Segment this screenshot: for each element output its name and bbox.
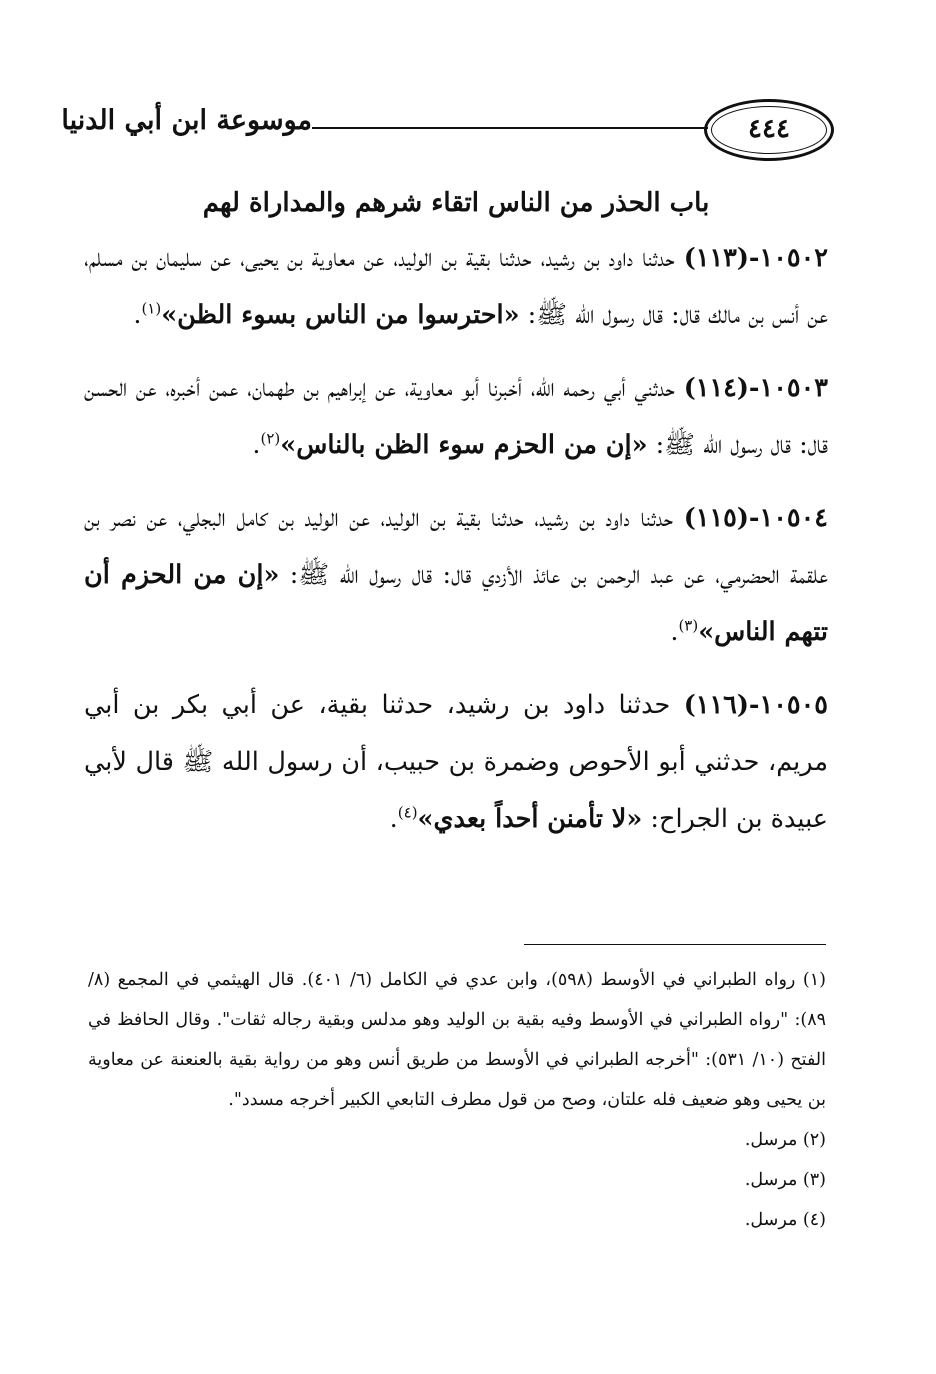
- footnote: (١) رواه الطبراني في الأوسط (٥٩٨)، وابن عدي في الكامل (٦/ ٤٠١). قال الهيثمي في المجمع (٨/ ٨٩): "رواه الطبراني في الأوسط وفيه بقية بن الوليد وهو مدلس وبقية رجاله ثقات". وقال الحافظ في الفتح (١٠/ ٥٣١): "أخرجه الطبراني في الأوسط من طريق أنس وهو من رواية بقية بالعنعنة عن معاوية بن يحيى وهو ضعيف فله علتان، وصح من قول مطرف التابعي الكبير أخرجه مسدد".: [88, 970, 826, 1110]
- hadith-text: حدثنا داود بن رشيد، حدثنا بقية بن الوليد، عن الوليد بن كامل البجلي، عن نصر بن علقمة الحضرمي، عن عبد الرحمن بن عائذ الأزدي قال: قال رسول الله ﷺ:: [84, 503, 829, 590]
- page-number: ٤٤٤: [748, 114, 790, 144]
- hadith-text: حدثني أبي رحمه الله، أخبرنا أبو معاوية، عن إبراهيم بن طهمان، عمن أخبره، عن الحسن قال: قال رسول الله ﷺ:: [84, 373, 828, 460]
- hadith-number: ١٠٥٠٣-(١١٤): [683, 373, 828, 403]
- hadith-paragraph: [84, 360, 828, 474]
- hadith-end: .: [133, 300, 142, 330]
- hadith-number: ١٠٥٠٢-(١١٣): [683, 243, 828, 273]
- footnote-ref: (٤): [397, 803, 418, 822]
- footnote-ref: (٢): [260, 429, 281, 448]
- hadith-paragraph: [84, 677, 828, 848]
- hadith-number: ١٠٥٠٥-(١١٦): [683, 690, 828, 720]
- hadith-quote: «احترسوا من الناس بسوء الظن»: [161, 300, 520, 330]
- hadith-end: .: [252, 430, 261, 460]
- book-title: موسوعة ابن أبي الدنيا: [61, 105, 312, 136]
- hadith-end: .: [670, 617, 679, 647]
- footnote-ref: (٣): [678, 616, 699, 635]
- hadith-text: حدثنا داود بن رشيد، حدثنا بقية بن الوليد، عن معاوية بن يحيى، عن سليمان بن مسلم، عن أنس بن مالك قال: قال رسول الله ﷺ:: [84, 243, 828, 330]
- chapter-title: باب الحذر من الناس اتقاء شرهم والمداراة لهم: [202, 188, 710, 218]
- hadith-paragraph: [84, 490, 828, 661]
- hadith-text: حدثنا داود بن رشيد، حدثنا بقية، عن أبي بكر بن أبي مريم، حدثني أبو الأحوص وضمرة بن حبيب، أن رسول الله ﷺ قال لأبي عبيدة بن الجراح:: [84, 690, 828, 834]
- footnote: (٣) مرسل.: [744, 1170, 826, 1190]
- page-header: [61, 95, 840, 165]
- footnote-separator: [524, 944, 826, 945]
- footnote: (٤) مرسل.: [744, 1210, 826, 1230]
- hadith-quote: «لا تأمنن أحداً بعدي»: [417, 804, 643, 834]
- footnote: (٢) مرسل.: [744, 1130, 826, 1150]
- footnote-ref: (١): [141, 299, 162, 318]
- footnotes: [88, 960, 826, 1240]
- hadith-number: ١٠٥٠٤-(١١٥): [683, 503, 828, 533]
- hadith-quote: «إن من الحزم سوء الظن بالناس»: [280, 430, 648, 460]
- hadith-end: .: [389, 804, 398, 834]
- header-rule: [312, 127, 708, 129]
- main-text: [84, 178, 828, 864]
- hadith-paragraph: [84, 230, 828, 344]
- hadith-quote: «إن من الحزم أن تتهم الناس»: [84, 560, 828, 647]
- page-number-frame: [704, 99, 834, 161]
